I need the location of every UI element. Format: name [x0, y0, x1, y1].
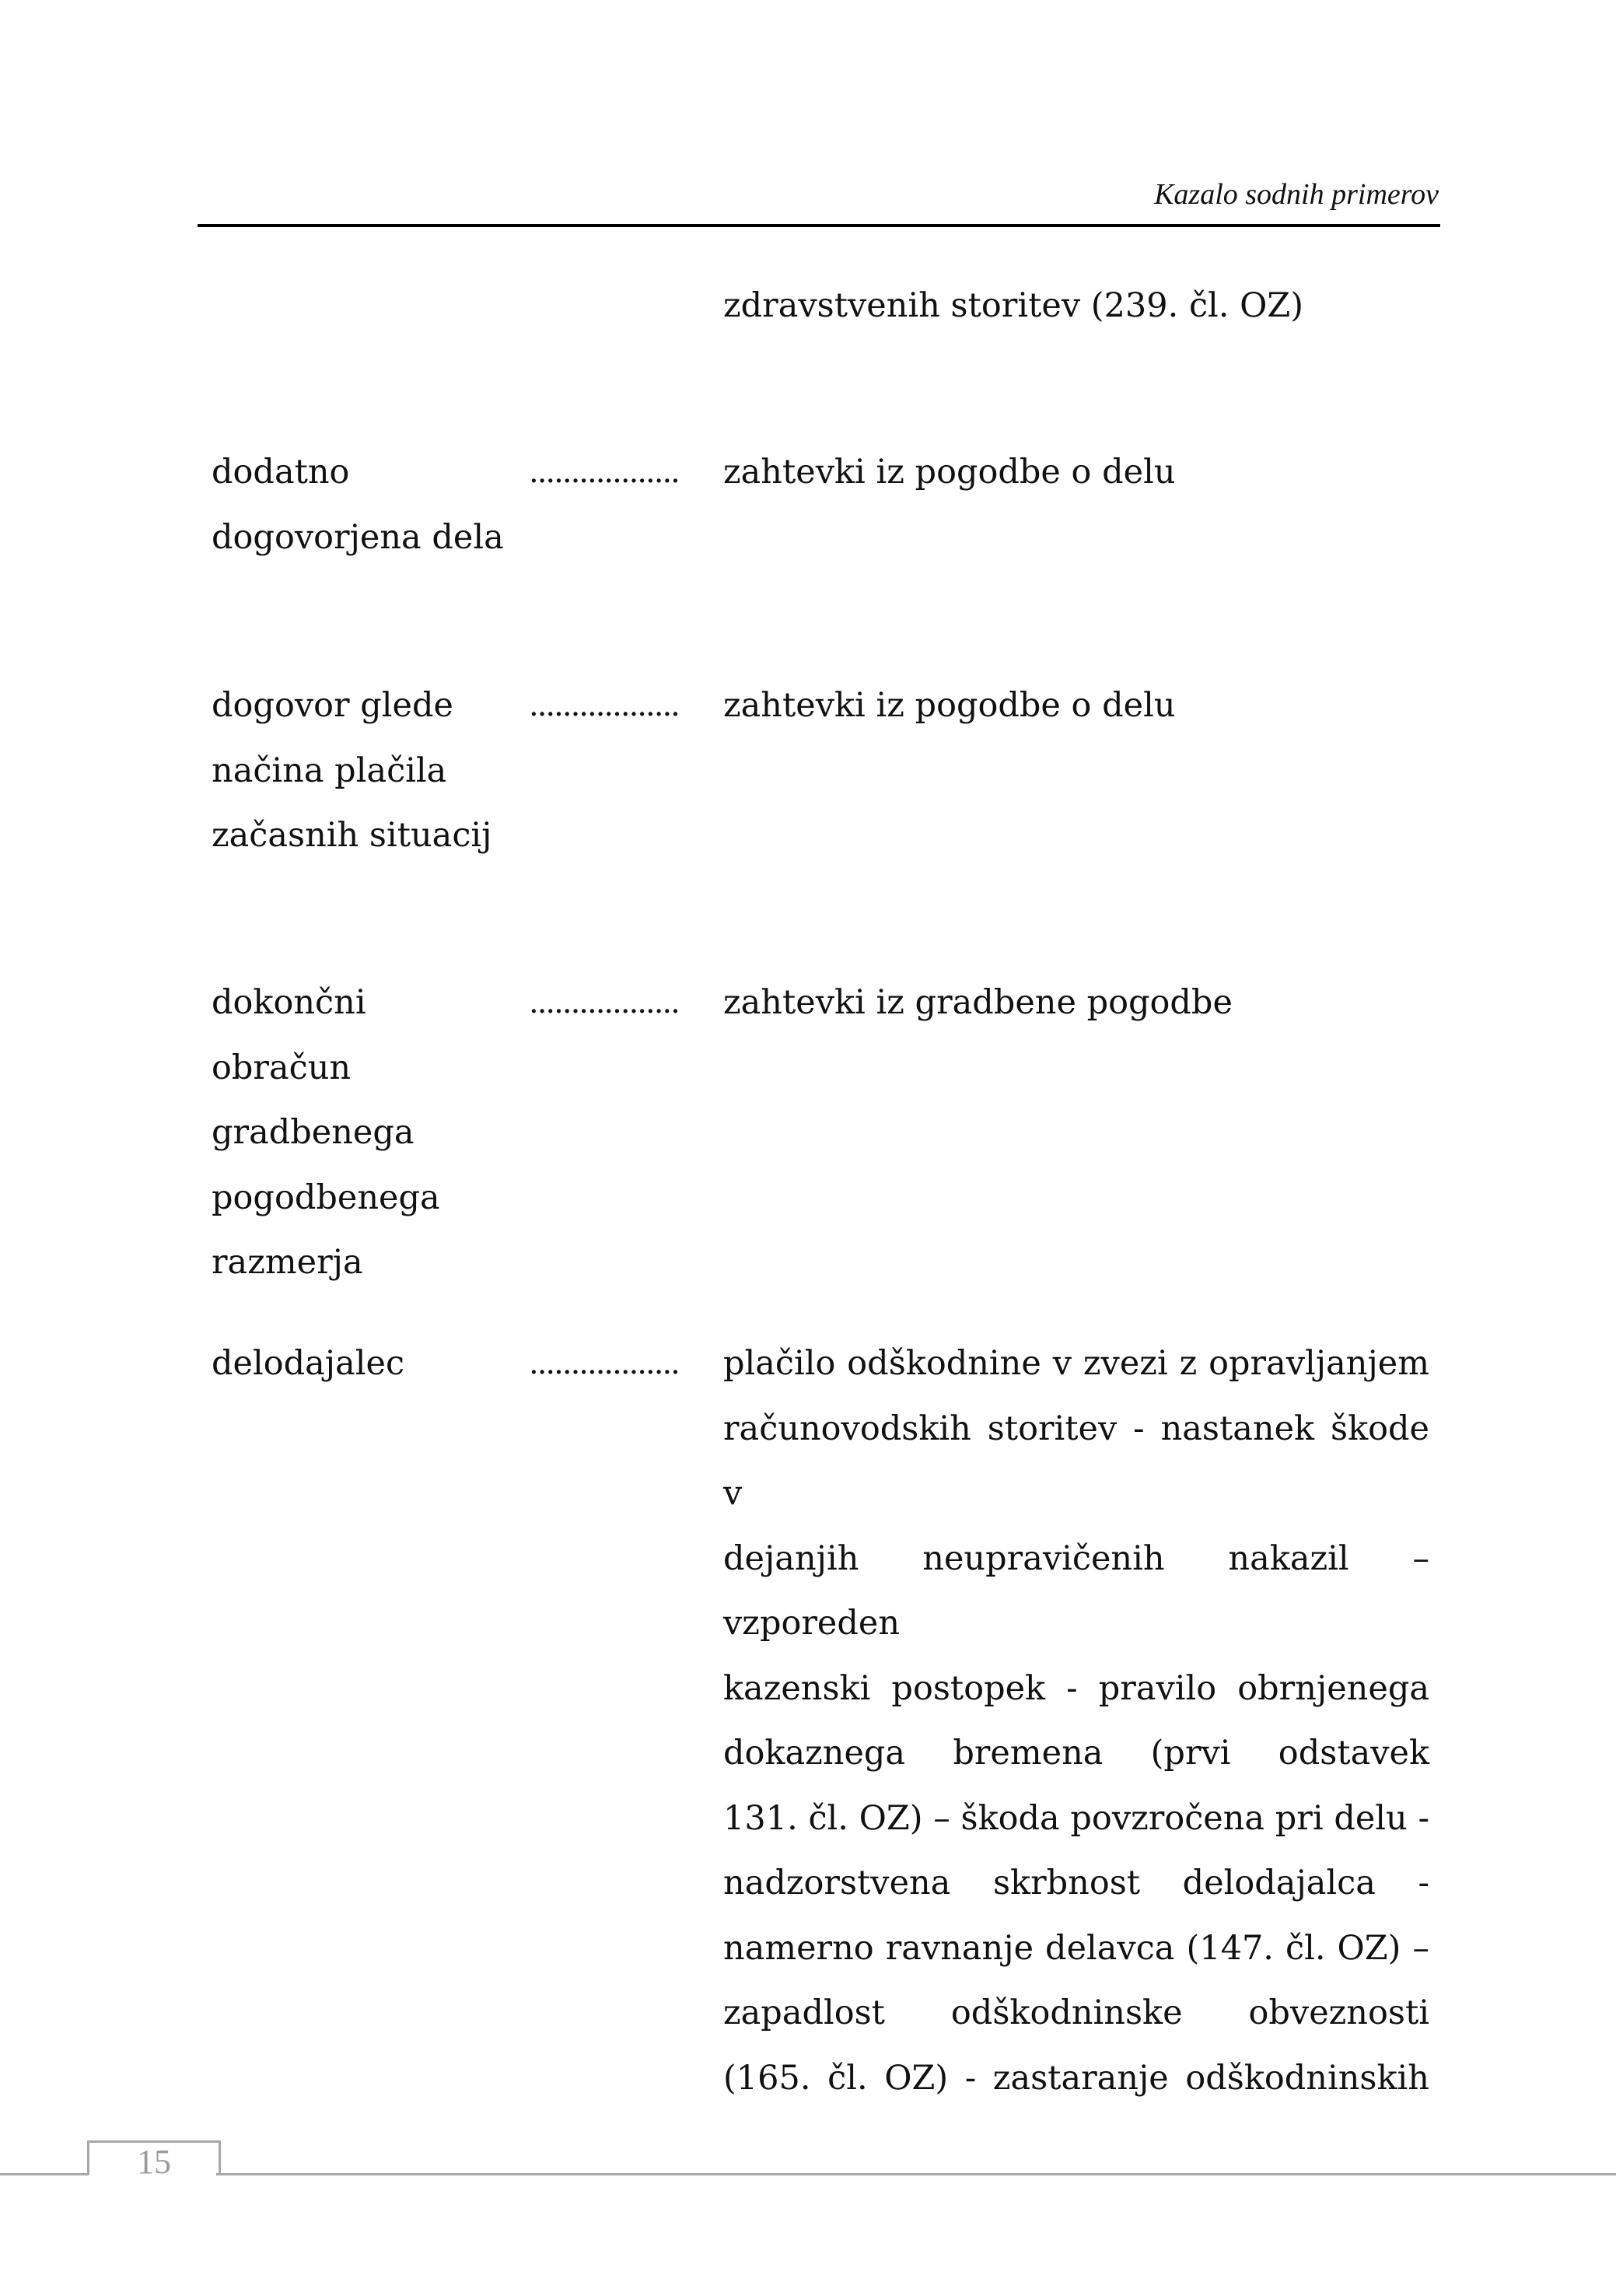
- reference-line: zahtevki iz gradbene pogodbe: [723, 983, 1233, 1022]
- running-header: Kazalo sodnih primerov: [1154, 178, 1439, 211]
- reference-line: (165. čl. OZ) - zastaranje odškodninskih: [723, 2058, 1429, 2098]
- reference-line: računovodskih storitev - nastanek škode v: [723, 1409, 1429, 1513]
- page-number: 15: [137, 2143, 171, 2181]
- term-line: pogodbenega: [212, 1178, 440, 1217]
- dot-leader: ..................: [529, 454, 679, 490]
- dot-leader: ..................: [529, 688, 679, 723]
- term-line: gradbenega: [212, 1113, 414, 1152]
- term-line: razmerja: [212, 1243, 363, 1282]
- reference-text: [723, 971, 1429, 1036]
- reference-line: zapadlost odškodninske obveznosti: [723, 1993, 1429, 2032]
- index-term: [212, 1332, 515, 1397]
- reference-line: dokaznega bremena (prvi odstavek: [723, 1734, 1429, 1773]
- reference-line: namerno ravnanje delavca (147. čl. OZ) –: [723, 1928, 1429, 1968]
- term-line: dokončni obračun: [212, 983, 366, 1087]
- footer-rule-left: [0, 2173, 89, 2175]
- reference-line: zahtevki iz pogodbe o delu: [723, 453, 1176, 492]
- index-term: [212, 674, 515, 869]
- dot-leader: ..................: [529, 1346, 679, 1381]
- index-term: [212, 971, 515, 1296]
- reference-text: [723, 1332, 1429, 2111]
- reference-line: nadzorstvena skrbnost delodajalca -: [723, 1864, 1429, 1902]
- term-line: dogovorjena dela: [212, 517, 504, 557]
- reference-line: dejanjih neupravičenih nakazil – vzporeden: [723, 1538, 1429, 1643]
- reference-line: plačilo odškodnine v zvezi z opravljanjem: [723, 1344, 1429, 1383]
- index-term: [212, 440, 515, 570]
- reference-text: [723, 440, 1429, 506]
- header-rule: [198, 224, 1440, 227]
- reference-text: [723, 674, 1429, 739]
- dot-leader: ..................: [529, 985, 679, 1020]
- term-line: načina plačila: [212, 751, 447, 790]
- term-line: začasnih situacij: [212, 816, 492, 855]
- term-line: dodatno: [212, 453, 350, 492]
- reference-line: kazenski postopek - pravilo obrnjenega: [723, 1668, 1429, 1708]
- term-line: delodajalec: [212, 1344, 405, 1383]
- footer-rule-right: [216, 2173, 1616, 2175]
- reference-line: zdravstvenih storitev (239. čl. OZ): [723, 286, 1304, 325]
- reference-line: 131. čl. OZ) – škoda povzročena pri delu -: [723, 1798, 1429, 1838]
- term-line: dogovor glede: [212, 686, 453, 725]
- reference-text: [723, 274, 1429, 339]
- reference-line: zahtevki iz pogodbe o delu: [723, 686, 1176, 725]
